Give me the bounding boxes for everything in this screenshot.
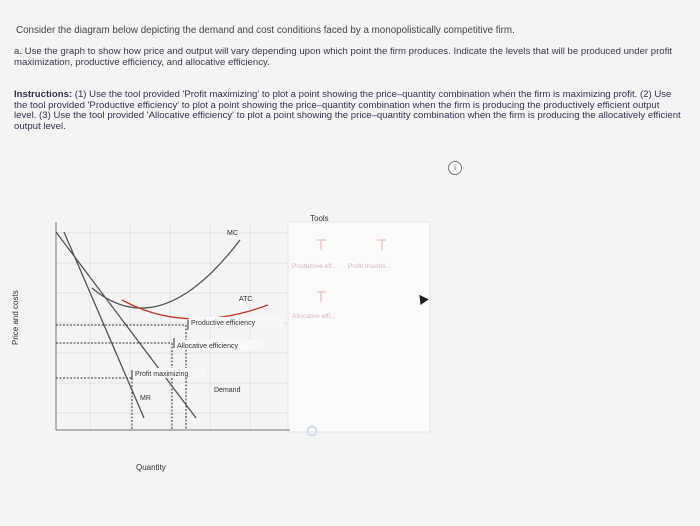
- info-icon[interactable]: i: [448, 161, 462, 175]
- x-axis-label: Quantity: [136, 463, 166, 472]
- atc-label: ATC: [239, 296, 253, 303]
- productive-efficiency-point[interactable]: [188, 317, 283, 330]
- tool-allocative-label: Allocative effi...: [292, 313, 336, 320]
- mc-label: MC: [227, 230, 238, 237]
- tool-profit-label: Profit maximi...: [348, 263, 391, 270]
- tool-productive-label: Productive eff...: [292, 263, 338, 270]
- instructions-body: (1) Use the tool provided 'Profit maximizing' to plot a point showing the price–quantity combination when the firm is maximizing profit. (2) Use the tool provided 'Productive efficiency' to plot a point showing the price–quantity combination when the firm is producing the productively efficient output level. (3) Use the tool provided 'Allocative efficiency' to plot a point showing the price–quantity combination when the firm is producing the allocatively efficient output level.: [14, 89, 681, 132]
- question-part-a: a. Use the graph to show how price and output will vary depending upon which point the firm produces. Indicate the levels that will be produced under profit maximization, productive efficiency, and allocative efficiency.: [14, 46, 673, 68]
- question-title: Consider the diagram below depicting the demand and cost conditions faced by a monopolistically competitive firm.: [16, 25, 515, 36]
- productive-efficiency-label: Productive efficiency: [191, 320, 256, 327]
- allocative-efficiency-label: Allocative efficiency: [177, 343, 238, 350]
- y-axis-label: Price and costs: [11, 290, 20, 345]
- mr-curve: [64, 232, 144, 418]
- profit-maximizing-point[interactable]: [132, 368, 205, 380]
- instructions-heading: Instructions:: [14, 89, 73, 100]
- mc-curve: [92, 240, 240, 308]
- tools-title: Tools: [310, 214, 329, 223]
- demand-label: Demand: [214, 387, 241, 394]
- profit-maximizing-label: Profit maximizing: [135, 371, 189, 378]
- mr-label: MR: [140, 395, 151, 402]
- tools-panel: [288, 222, 430, 432]
